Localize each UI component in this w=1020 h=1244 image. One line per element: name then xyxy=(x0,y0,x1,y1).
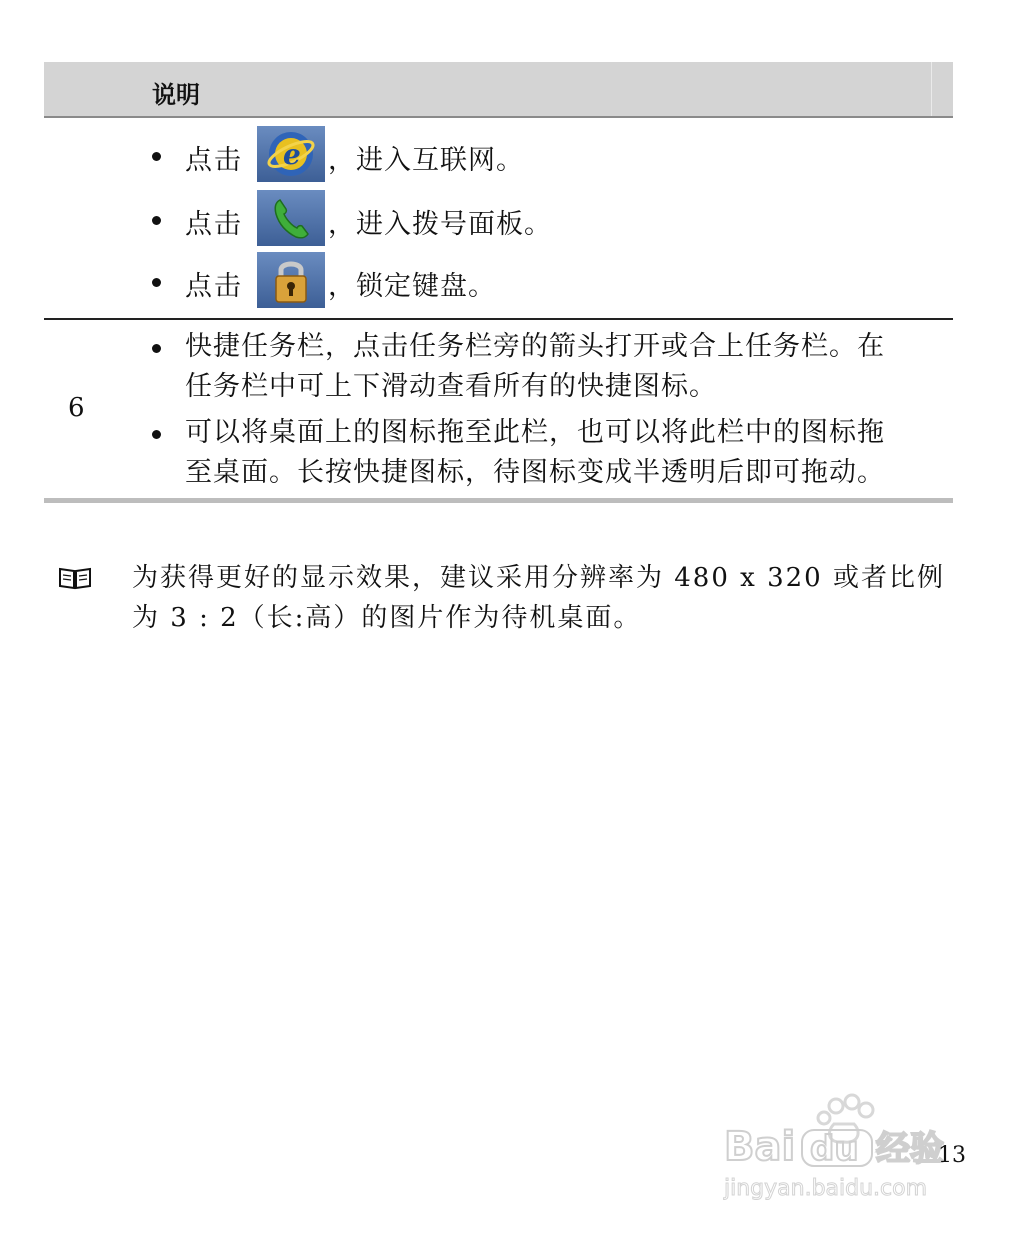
svg-text:e: e xyxy=(283,138,301,171)
item-prefix: 点击 xyxy=(185,271,243,302)
item-text: ，进入拨号面板。 xyxy=(328,209,552,240)
note-line: 为 3 : 2（长:高）的图片作为待机桌面。 xyxy=(132,603,642,633)
feature-table xyxy=(44,62,953,503)
baidu-jingyan-watermark xyxy=(716,1092,966,1207)
bullet xyxy=(152,152,161,161)
paragraph xyxy=(185,327,945,407)
table-row xyxy=(44,118,953,320)
item-prefix: 点击 xyxy=(185,145,243,176)
book-icon xyxy=(58,566,92,594)
internet-explorer-icon xyxy=(257,126,325,182)
lock-icon xyxy=(257,252,325,308)
phone-icon xyxy=(257,190,325,246)
row-number: 6 xyxy=(68,393,85,423)
list-item xyxy=(44,126,953,186)
note-line: 为获得更好的显示效果，建议采用分辨率为 480 x 320 或者比例 xyxy=(132,563,945,593)
bullet xyxy=(152,344,161,353)
item-text: ，进入互联网。 xyxy=(328,145,524,176)
table-row xyxy=(44,320,953,498)
bullet xyxy=(152,278,161,287)
table-header xyxy=(44,62,953,118)
page-number: 13 xyxy=(938,1143,966,1168)
bullet xyxy=(152,430,161,439)
paragraph-line: 快捷任务栏，点击任务栏旁的箭头打开或合上任务栏。在 xyxy=(185,331,885,362)
paragraph-line: 至桌面。长按快捷图标，待图标变成半透明后即可拖动。 xyxy=(185,457,885,488)
svg-text:jingyan.baidu.com: jingyan.baidu.com xyxy=(724,1176,928,1201)
paragraph xyxy=(185,413,945,493)
header-description: 说明 xyxy=(152,81,200,109)
header-divider xyxy=(931,62,932,116)
bullet xyxy=(152,216,161,225)
item-text: ，锁定键盘。 xyxy=(328,271,496,302)
table-bottom-rule xyxy=(44,498,953,503)
svg-text:经验: 经验 xyxy=(876,1129,944,1169)
svg-text:du: du xyxy=(810,1129,859,1169)
svg-text:Bai: Bai xyxy=(724,1124,796,1170)
list-item xyxy=(44,190,953,250)
list-item xyxy=(44,252,953,312)
paragraph-line: 可以将桌面上的图标拖至此栏，也可以将此栏中的图标拖 xyxy=(185,417,885,448)
item-prefix: 点击 xyxy=(185,209,243,240)
note-text xyxy=(132,558,962,638)
paragraph-line: 任务栏中可上下滑动查看所有的快捷图标。 xyxy=(185,371,717,402)
